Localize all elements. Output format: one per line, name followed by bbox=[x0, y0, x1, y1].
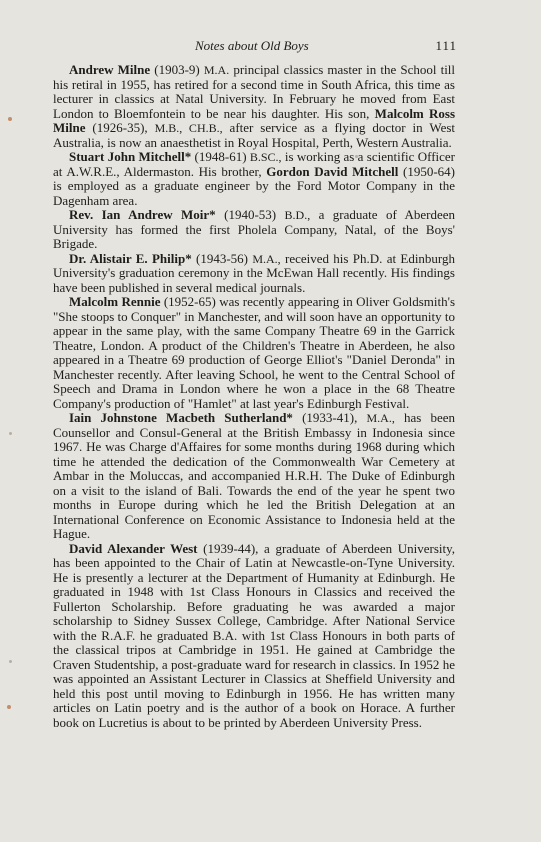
page-number: 111 bbox=[435, 38, 457, 53]
entry-stuart-mitchell bbox=[53, 150, 455, 208]
entry-years: (1940-53) bbox=[224, 207, 277, 222]
entry-david-west bbox=[53, 542, 455, 731]
entry-name: Malcolm Ross Milne bbox=[53, 105, 456, 135]
paper-spot bbox=[9, 432, 12, 435]
entry-degree: B.SC., bbox=[249, 150, 282, 164]
entry-years: (1933-41), bbox=[302, 410, 358, 425]
entry-years: (1939-44), bbox=[203, 540, 259, 556]
entry-years: (1952-65) bbox=[163, 294, 216, 309]
entry-degree: M.A., bbox=[366, 411, 395, 425]
margin-mark bbox=[7, 705, 11, 709]
entry-text: after service as a flying doctor in West Australia, is now an anaesthetist in Royal Hospital, Perth, Western Australia. bbox=[53, 120, 456, 150]
margin-mark bbox=[8, 117, 12, 121]
page-header bbox=[195, 38, 457, 54]
entry-name: Malcolm Rennie bbox=[69, 294, 161, 309]
entry-name: David Alexander West bbox=[69, 540, 198, 556]
entry-text: was recently appearing in Oliver Goldsmith's "She stoops to Conquer" in Manchester, and will soon have an opportunity to appear in the same play, with the same Company Theatre 69 in the Garrick Theatre, London. A product of the Children's Theatre in Aberdeen, he also appeared in a Theatre 69 production of George Elliot's "Daniel Deronda" in Manchester recently. After leaving School, he went to the Central School of Speech and Drama in London where he won a place in the 68 Theatre Company's production of "Hamlet" at last year's Edinburgh Festival. bbox=[53, 294, 456, 411]
entry-text: a graduate of Aberdeen University, has been appointed to the Chair of Latin at Newcastle-on-Tyne University. He is presently a lecturer at the Department of Humanity at Edinburgh. He graduated in 1948 with 1st Class Honours in Classics and received the Fullerton Scholarship. Before graduating he was awarded a major scholarship to Sidney Sussex College, Cambridge. After National Service with the R.A.F. he graduated B.A. with 1st Class Honours in both parts of the classical tripos at Cambridge in 1951. He gained at Cambridge the Craven Studentship, a post-graduate ward for research in classics. In 1952 he was appointed an Assistant Lecturer in Classics at Sheffield University and held this post until moving to Edinburgh in 1956. He has written many articles on Latin poetry and is the author of a book on Horace. A further book on Lucretius is about to be printed by Aberdeen University Press. bbox=[53, 540, 456, 730]
entry-name: Stuart John Mitchell* bbox=[69, 149, 192, 164]
entry-malcolm-rennie bbox=[53, 295, 455, 411]
entry-degree: M.B., CH.B., bbox=[154, 121, 223, 135]
entry-iain-sutherland bbox=[53, 411, 455, 542]
entry-text: a graduate of Aberdeen University has formed the first Pholela Company, Natal, of the Boys' Brigade. bbox=[53, 207, 456, 251]
notes-body bbox=[53, 63, 455, 730]
entry-years: (1903-9) bbox=[154, 62, 200, 77]
entry-text: has been Counsellor and Consul-General at the British Embassy in Indonesia since 1967. He was Charge d'Affaires for some months during 1968 during which time he attended the dedication of the Commonwealth War Cemetery at Ambar in the Moluccas, and accompanied H.R.H. The Duke of Edinburgh on a visit to the island of Bali. Towards the end of the year he spent two months in Europe during which he led the British Delegation at an International Conference on Economic Assistance to Indonesia held at the Hague. bbox=[53, 410, 456, 541]
running-head: Notes about Old Boys bbox=[195, 38, 309, 53]
paper-spot bbox=[9, 660, 12, 663]
entry-name: Andrew Milne bbox=[69, 62, 151, 77]
entry-text: is working as a scientific Officer at A.W.R.E., Aldermaston. His brother, bbox=[53, 149, 456, 179]
entry-years: (1943-56) bbox=[196, 250, 249, 266]
entry-degree: M.A., bbox=[252, 251, 281, 266]
entry-name: Dr. Alistair E. Philip* bbox=[69, 250, 192, 266]
entry-text: (1950-64) is employed as a graduate engineer by the Ford Motor Company in the Dagenham area. bbox=[53, 163, 455, 208]
entry-text: received his Ph.D. at Edinburgh University's graduation ceremony in the McEwan Hall recently. His findings have been published in several medical journals. bbox=[53, 250, 456, 295]
entry-name: Iain Johnstone Macbeth Sutherland* bbox=[69, 410, 293, 425]
entry-years: (1948-61) bbox=[194, 149, 247, 164]
entry-alistair-philip bbox=[53, 252, 455, 296]
entry-name: Gordon David Mitchell bbox=[266, 163, 399, 179]
entry-degree: B.D., bbox=[284, 208, 311, 222]
entry-years: (1926-35), bbox=[92, 120, 148, 135]
entry-andrew-milne bbox=[53, 63, 455, 150]
entry-degree: M.A. bbox=[203, 63, 230, 77]
entry-name: Rev. Ian Andrew Moir* bbox=[69, 207, 216, 222]
entry-text: principal classics master in the School till his retiral in 1955, has retired for a second time in South Africa, this time as lecturer in classics at Natal University. In February he moved from East London to Bloemfontein to be near his daughter. His son, bbox=[53, 62, 456, 121]
entry-ian-moir bbox=[53, 208, 455, 252]
